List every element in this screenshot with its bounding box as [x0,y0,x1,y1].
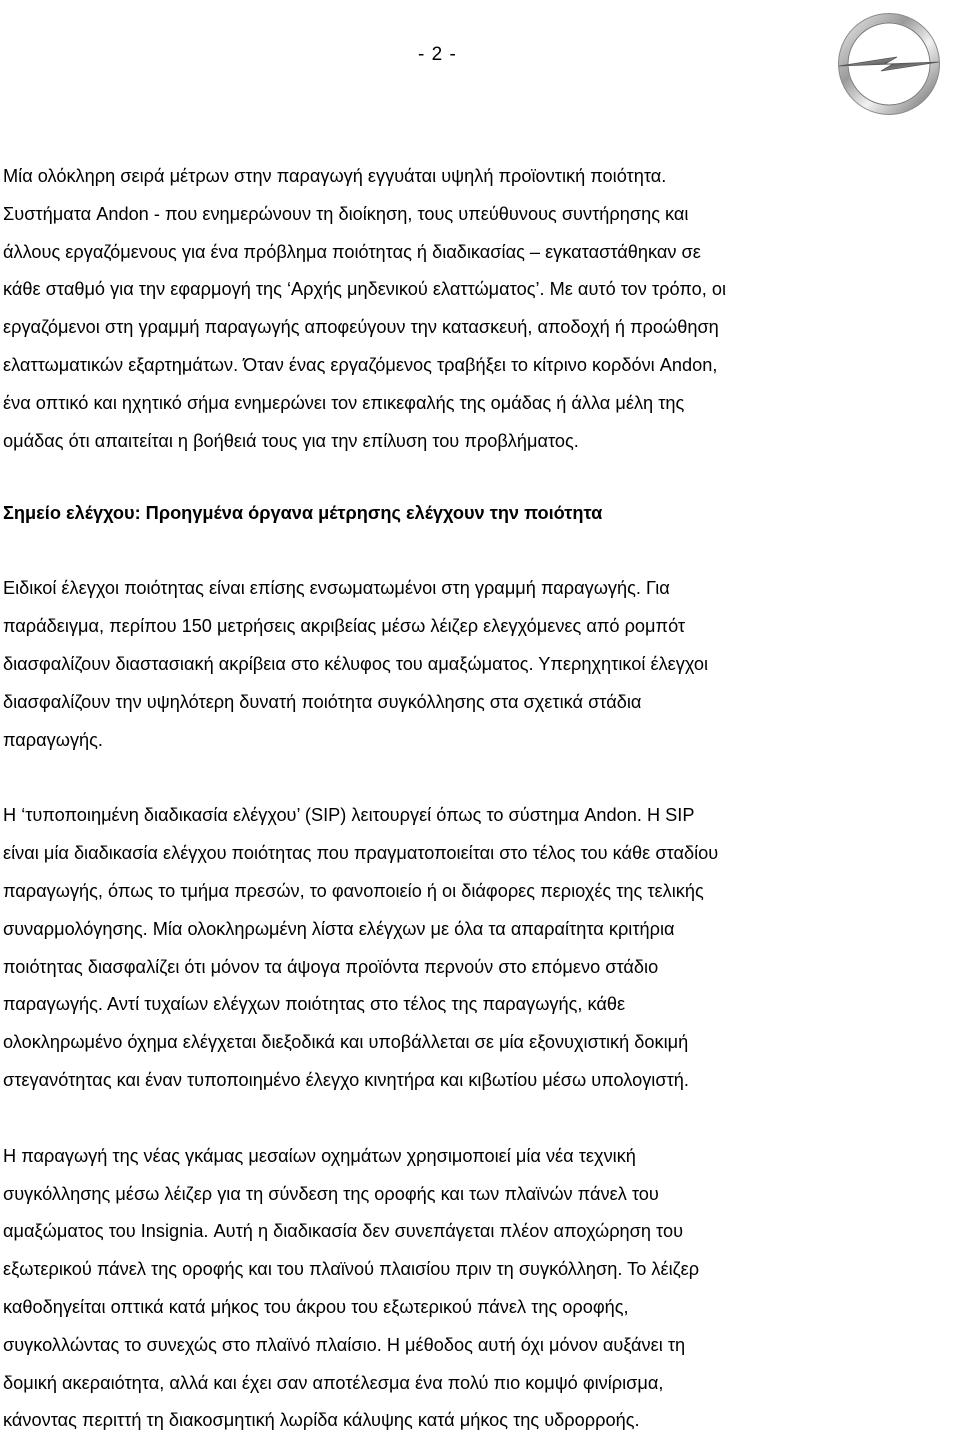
text-line: κάνοντας περιττή τη διακοσμητική λωρίδα κάλυψης κατά μήκος της υδρορροής. [3,1410,640,1431]
section-heading: Σημείο ελέγχου: Προηγμένα όργανα μέτρησης ελέγχουν την ποιότητα [3,503,603,524]
document-body [0,158,960,1440]
text-line: ομάδας ότι απαιτείται η βοήθειά τους για την επίλυση του προβλήματος. [3,430,579,451]
text-line: παραγωγής. Αντί τυχαίων ελέγχων ποιότητας στο τέλος της παραγωγής, κάθε [3,994,626,1015]
text-line: είναι μία διαδικασία ελέγχου ποιότητας που πραγματοποιείται στο τέλος του κάθε σταδίου [3,843,719,864]
text-line: εξωτερικού πάνελ της οροφής και του πλαϊνού πλαισίου πριν τη συγκόλληση. Το λέιζερ [3,1259,700,1280]
text-line: συγκολλώντας το συνεχώς στο πλαϊνό πλαίσιο. Η μέθοδος αυτή όχι μόνον αυξάνει τη [3,1334,686,1355]
text-line: παραγωγής. [3,729,103,750]
text-line: ποιότητας διασφαλίζει ότι μόνον τα άψογα προϊόντα περνούν στο επόμενο στάδιο [3,956,659,977]
text-line: Μία ολόκληρη σειρά μέτρων στην παραγωγή εγγυάται υψηλή προϊοντική ποιότητα. [3,166,667,186]
text-line: Η ‘τυποποιημένη διαδικασία ελέγχου’ (SIP) λειτουργεί όπως το σύστημα Andon. Η SIP [3,805,695,826]
text-line: αμαξώματος του Insignia. Αυτή η διαδικασία δεν συνεπάγεται πλέον αποχώρηση του [3,1221,684,1242]
text-line: διασφαλίζουν την υψηλότερη δυνατή ποιότητα συγκόλλησης στα σχετικά στάδια [3,691,642,712]
text-line: Συστήματα Andon - που ενημερώνουν τη διοίκηση, τους υπεύθυνους συντήρησης και [3,203,689,224]
text-line: καθοδηγείται οπτικά κατά μήκος του άκρου του εξωτερικού πάνελ της οροφής, [3,1296,629,1317]
text-line: ένα οπτικό και ηχητικό σήμα ενημερώνει τον επικεφαλής της ομάδας ή άλλα μέλη της [3,392,685,413]
page-number: - 2 - [418,44,457,65]
text-line: στεγανότητας και έναν τυποποιημένο έλεγχο κινητήρα και κιβωτίου μέσω υπολογιστή. [3,1069,689,1090]
text-line: κάθε σταθμό για την εφαρμογή της ‘Αρχής μηδενικού ελαττώματος’. Με αυτό τον τρόπο, οι [3,279,726,300]
text-line: εργαζόμενοι στη γραμμή παραγωγής αποφεύγουν την κατασκευή, αποδοχή ή προώθηση [3,317,719,338]
paragraph-andon [0,158,960,460]
text-line: ελαττωματικών εξαρτημάτων. Όταν ένας εργαζόμενος τραβήξει το κίτρινο κορδόνι Andon, [3,354,718,375]
text-line: δομική ακεραιότητα, αλλά και έχει σαν αποτέλεσμα ένα πολύ πιο κομψό φινίρισμα, [3,1372,664,1393]
text-line: ολοκληρωμένο όχημα ελέγχεται διεξοδικά και υποβάλλεται σε μία εξονυχιστική δοκιμή [3,1032,689,1053]
text-line: άλλους εργαζόμενους για ένα πρόβλημα ποιότητας ή διαδικασίας – εγκαταστάθηκαν σε [3,241,701,262]
text-line: παραγωγής, όπως το τμήμα πρεσών, το φανοποιείο ή οι διάφορες περιοχές της τελικής [3,880,704,901]
opel-blitz-logo-icon [835,10,943,118]
paragraph-sip [0,797,960,1099]
text-line: παράδειγμα, περίπου 150 μετρήσεις ακριβείας μέσω λέιζερ ελεγχόμενες από ρομπότ [3,616,686,637]
paragraph-laser-welding [0,1138,960,1440]
text-line: Η παραγωγή της νέας γκάμας μεσαίων οχημάτων χρησιμοποιεί μία νέα τεχνική [3,1145,636,1166]
paragraph-quality-checks [0,570,960,759]
text-line: συναρμολόγησης. Μία ολοκληρωμένη λίστα ελέγχων με όλα τα απαραίτητα κριτήρια [3,918,675,939]
text-line: Ειδικοί έλεγχοι ποιότητας είναι επίσης ενσωματωμένοι στη γραμμή παραγωγής. Για [3,578,670,599]
text-line: διασφαλίζουν διαστασιακή ακρίβεια στο κέλυφος του αμαξώματος. Υπερηχητικοί έλεγχοι [3,653,709,674]
text-line: συγκόλλησης μέσω λέιζερ για τη σύνδεση της οροφής και των πλαϊνών πάνελ του [3,1183,659,1204]
